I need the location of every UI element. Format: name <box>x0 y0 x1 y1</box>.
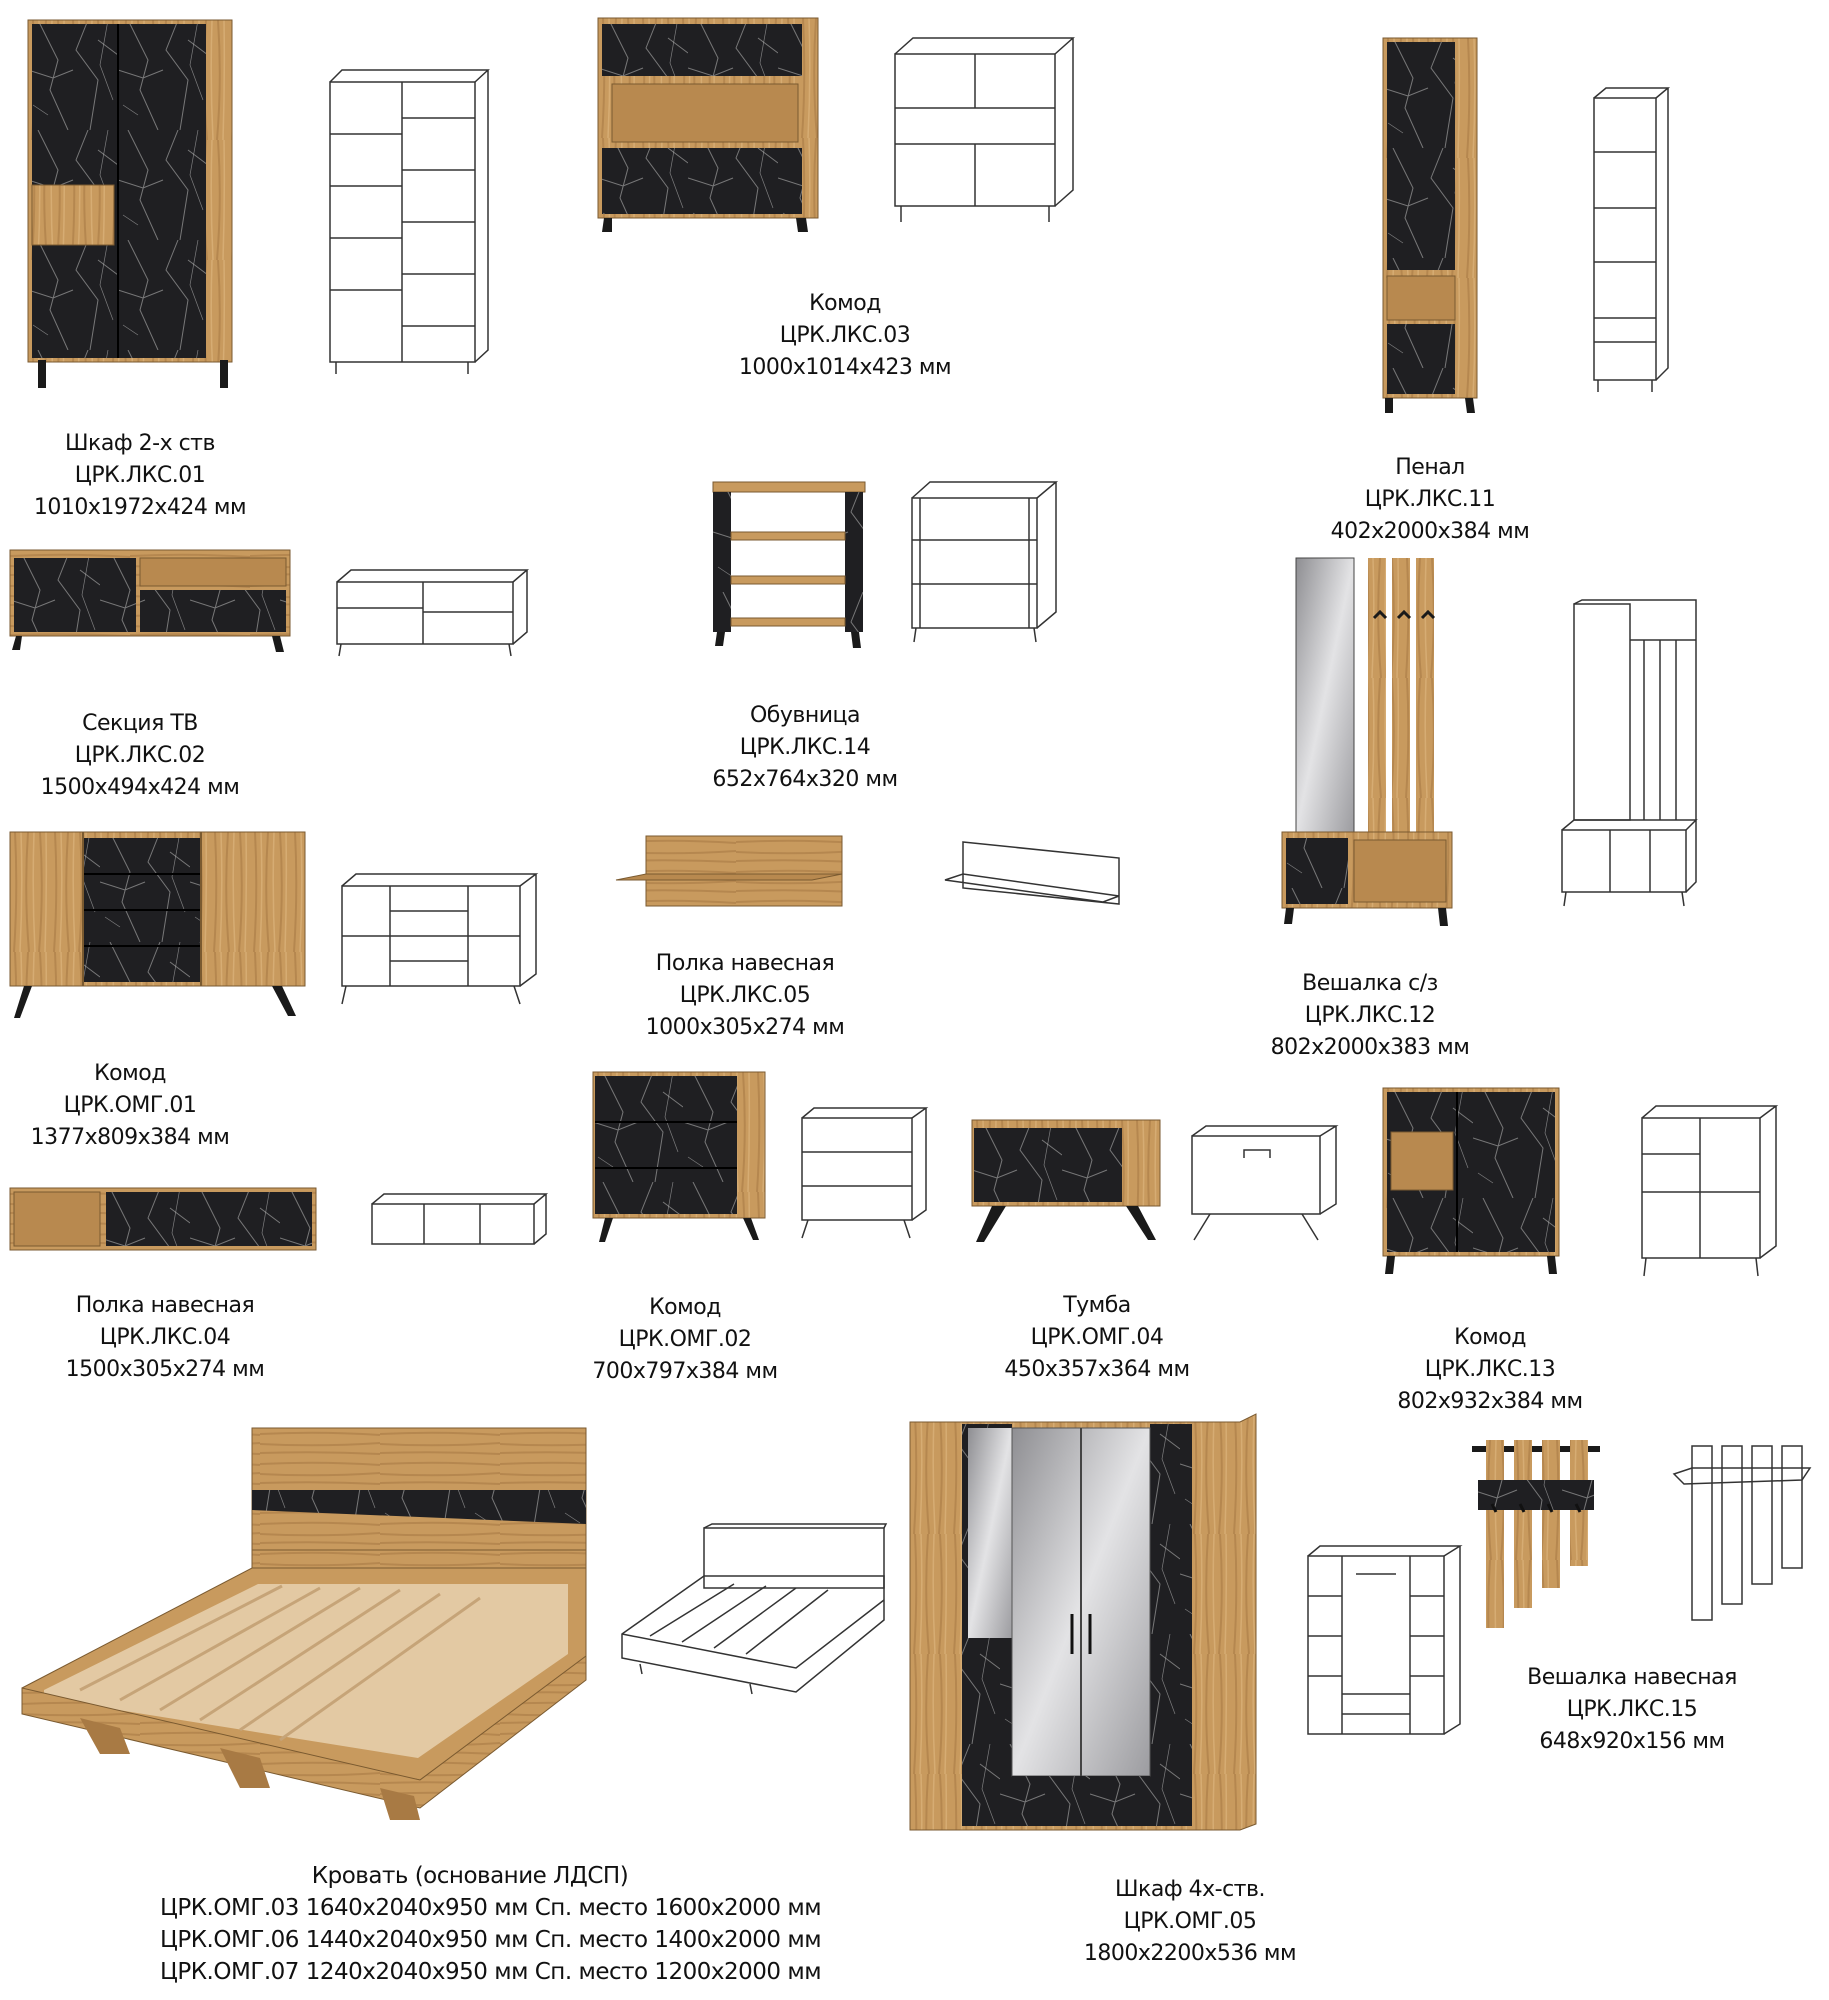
wall-hanger-lks15-drawing <box>1672 1444 1812 1624</box>
wall-hanger-lks15-photo <box>1472 1440 1604 1630</box>
item-name: Комод <box>809 291 881 316</box>
caption-item-3 <box>20 708 260 804</box>
item-size: 802x932x384 мм <box>1397 1389 1583 1414</box>
item-code: ЦРК.ОМГ.05 <box>1123 1909 1257 1934</box>
item-code: ЦРК.ЛКС.11 <box>1364 487 1496 512</box>
item-code: ЦРК.ЛКС.14 <box>739 735 871 760</box>
item-name: Обувница <box>749 703 860 728</box>
shoe-rack-lks14-photo <box>713 482 868 652</box>
caption-item-8 <box>40 1290 290 1386</box>
item-name: Секция ТВ <box>82 711 198 736</box>
item-code: ЦРК.ЛКС.05 <box>679 983 811 1008</box>
item-name: Комод <box>649 1295 721 1320</box>
item-name: Тумба <box>1063 1293 1131 1318</box>
pencil-case-lks11-photo <box>1383 38 1483 418</box>
caption-item-5 <box>620 948 870 1044</box>
caption-item-9 <box>560 1292 810 1388</box>
wardrobe-4door-photo <box>910 1414 1260 1834</box>
item-code: ЦРК.ОМГ.01 <box>63 1093 197 1118</box>
wall-shelf-lks04-drawing <box>370 1192 550 1252</box>
item-size: 652x764x320 мм <box>712 767 898 792</box>
dresser-omg01-photo <box>10 832 310 1022</box>
wall-shelf-lks05-photo <box>616 836 846 912</box>
item-code: ЦРК.ЛКС.01 <box>74 463 206 488</box>
caption-item-11 <box>1360 1322 1620 1418</box>
item-code: ЦРК.ОМГ.04 <box>1030 1325 1164 1350</box>
item-name: Вешалка с/з <box>1302 971 1438 996</box>
nightstand-omg04-drawing <box>1190 1124 1340 1244</box>
item-size: 1800x2200x536 мм <box>1083 1941 1297 1966</box>
item-code: ЦРК.ЛКС.03 <box>779 323 911 348</box>
dresser-omg01-drawing <box>340 872 540 1012</box>
item-size: 1500x494x424 мм <box>40 775 240 800</box>
bed-drawing <box>620 1524 890 1704</box>
wardrobe-2door-photo <box>28 20 238 390</box>
item-code: ЦРК.ОМГ.02 <box>618 1327 752 1352</box>
caption-item-2 <box>1300 452 1560 548</box>
bed-line-3: ЦРК.ОМГ.07 1240x2040x950 мм Сп. место 1200x2000 мм <box>160 1959 822 1985</box>
bed-photo <box>20 1428 590 1838</box>
item-name: Пенал <box>1395 455 1465 480</box>
item-size: 450x357x364 мм <box>1004 1357 1190 1382</box>
tv-section-lks02-photo <box>10 550 295 665</box>
wall-shelf-lks04-photo <box>10 1188 320 1254</box>
dresser-lks03-drawing <box>893 34 1078 226</box>
item-name: Полка навесная <box>655 951 835 976</box>
item-size: 1000x305x274 мм <box>645 1015 845 1040</box>
caption-item-6 <box>1240 968 1500 1064</box>
item-size: 1010x1972x424 мм <box>33 495 247 520</box>
item-size: 1500x305x274 мм <box>65 1357 265 1382</box>
item-name: Комод <box>94 1061 166 1086</box>
caption-item-13 <box>1060 1874 1320 1970</box>
item-size: 402x2000x384 мм <box>1330 519 1530 544</box>
shoe-rack-lks14-drawing <box>910 480 1060 650</box>
item-code: ЦРК.ЛКС.15 <box>1566 1697 1698 1722</box>
dresser-lks13-photo <box>1383 1088 1563 1278</box>
wall-shelf-lks05-drawing <box>943 840 1123 910</box>
item-size: 802x2000x383 мм <box>1270 1035 1470 1060</box>
caption-item-10 <box>972 1290 1222 1386</box>
item-name: Комод <box>1454 1325 1526 1350</box>
hallway-hanger-lks12-photo <box>1282 558 1457 930</box>
caption-item-1 <box>720 288 970 384</box>
caption-item-4 <box>680 700 930 796</box>
caption-item-7 <box>10 1058 250 1154</box>
item-name: Шкаф 2-х ств <box>65 431 215 456</box>
item-name: Шкаф 4х-ств. <box>1115 1877 1265 1902</box>
item-name: Вешалка навесная <box>1527 1665 1737 1690</box>
item-code: ЦРК.ЛКС.12 <box>1304 1003 1436 1028</box>
item-size: 1377x809x384 мм <box>30 1125 230 1150</box>
item-code: ЦРК.ЛКС.13 <box>1424 1357 1556 1382</box>
wardrobe-4door-drawing <box>1306 1544 1466 1740</box>
caption-bed <box>160 1860 822 1988</box>
dresser-lks03-photo <box>598 18 823 233</box>
item-size: 648x920x156 мм <box>1539 1729 1725 1754</box>
item-size: 700x797x384 мм <box>592 1359 778 1384</box>
dresser-omg02-photo <box>593 1072 773 1244</box>
item-size: 1000x1014x423 мм <box>738 355 952 380</box>
wardrobe-2door-drawing <box>328 68 493 378</box>
hallway-hanger-lks12-drawing <box>1560 600 1700 910</box>
dresser-omg02-drawing <box>800 1106 930 1246</box>
bed-line-2: ЦРК.ОМГ.06 1440x2040x950 мм Сп. место 1400x2000 мм <box>160 1927 822 1953</box>
dresser-lks13-drawing <box>1640 1104 1780 1282</box>
bed-line-1: ЦРК.ОМГ.03 1640x2040x950 мм Сп. место 1600x2000 мм <box>160 1895 822 1921</box>
item-name: Полка навесная <box>75 1293 255 1318</box>
tv-section-lks02-drawing <box>335 568 530 660</box>
caption-item-0 <box>20 428 260 524</box>
item-code: ЦРК.ЛКС.04 <box>99 1325 231 1350</box>
bed-name: Кровать (основание ЛДСП) <box>311 1863 629 1889</box>
nightstand-omg04-photo <box>972 1120 1164 1246</box>
caption-item-12 <box>1492 1662 1772 1758</box>
pencil-case-lks11-drawing <box>1592 86 1674 396</box>
item-code: ЦРК.ЛКС.02 <box>74 743 206 768</box>
